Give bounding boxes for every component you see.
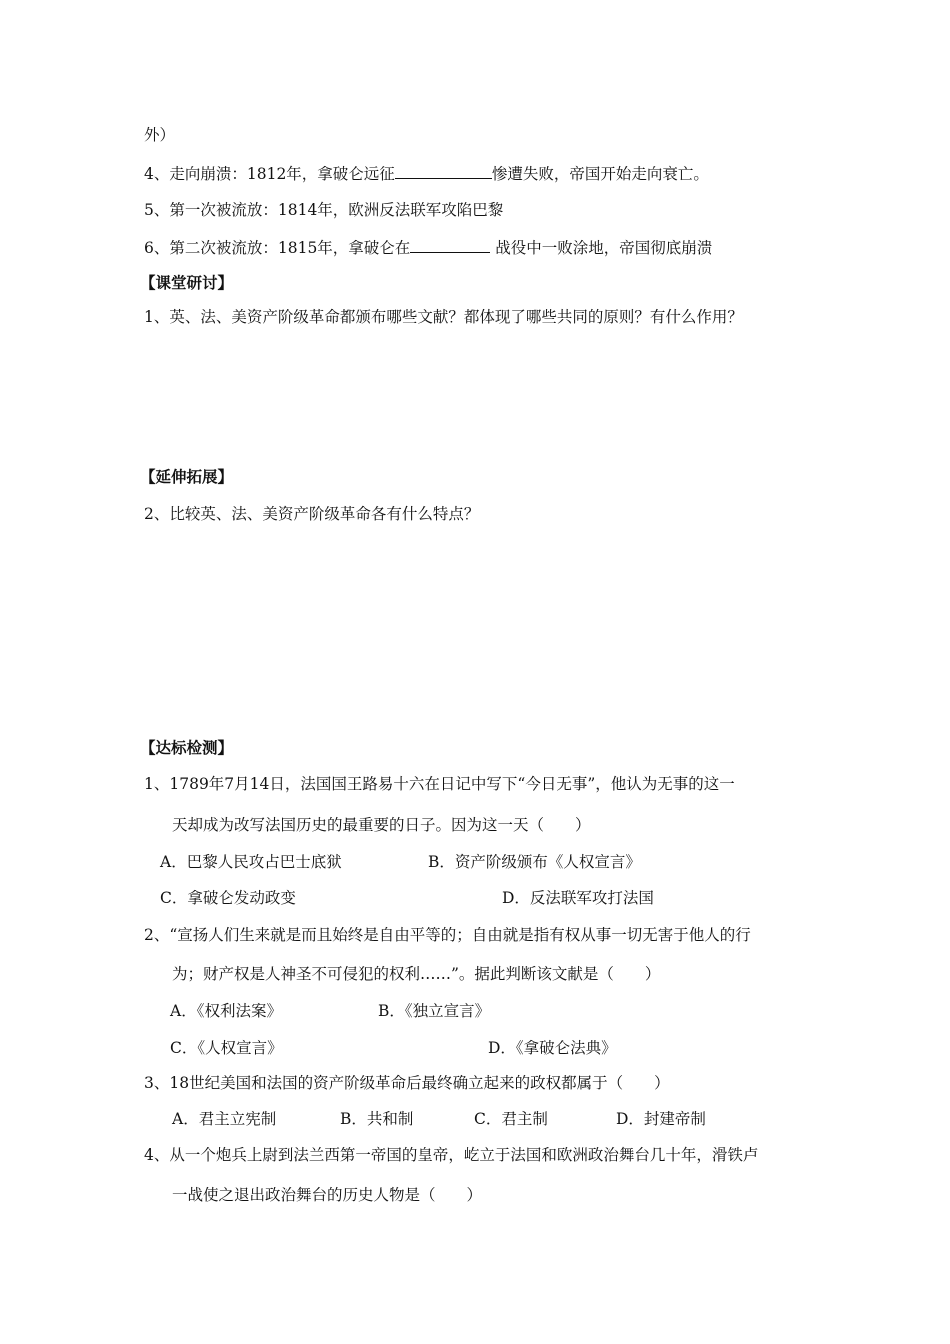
item-6 (144, 236, 712, 258)
test-q3-option-c[interactable]: C．君主制 (474, 1110, 548, 1128)
test-q1-option-a[interactable]: A．巴黎人民攻占巴士底狱 (160, 853, 342, 871)
test-q1-option-c[interactable]: C．拿破仑发动政变 (160, 889, 296, 907)
item-6-suffix: 战役中一败涂地，帝国彻底崩溃 (490, 239, 713, 257)
test-q2-option-d[interactable]: D．《拿破仑法典》 (488, 1039, 617, 1057)
test-q4-line1: 4、从一个炮兵上尉到法兰西第一帝国的皇帝，屹立于法国和欧洲政治舞台几十年，滑铁卢 (144, 1146, 759, 1164)
discussion-question-1: 1、英、法、美资产阶级革命都颁布哪些文献？都体现了哪些共同的原则？有什么作用？ (144, 308, 743, 326)
continued-text: 外） (144, 126, 176, 144)
test-q2-line1: 2、“宣扬人们生来就是而且始终是自由平等的；自由就是指有权从事一切无害于他人的行 (144, 926, 751, 944)
section-heading-test: 【达标检测】 (140, 739, 234, 757)
test-q2-line2: 为；财产权是人神圣不可侵犯的权利……”。据此判断该文献是（ ） (172, 965, 661, 983)
test-q1-option-b[interactable]: B．资产阶级颁布《人权宣言》 (428, 853, 641, 871)
test-q2-option-b[interactable]: B．《独立宣言》 (378, 1002, 491, 1020)
section-heading-extension: 【延伸拓展】 (140, 468, 234, 486)
item-4 (144, 162, 709, 184)
test-q3-line1: 3、18世纪美国和法国的资产阶级革命后最终确立起来的政权都属于（ ） (144, 1074, 670, 1092)
test-q2-option-a[interactable]: A．《权利法案》 (170, 1002, 282, 1020)
item-6-prefix: 6、第二次被流放：1815年，拿破仑在 (144, 239, 411, 257)
item-4-suffix: 惨遭失败，帝国开始走向衰亡。 (491, 165, 709, 183)
section-heading-discussion: 【课堂研讨】 (140, 274, 234, 292)
test-q1-line1: 1、1789年7月14日，法国国王路易十六在日记中写下“今日无事”，他认为无事的这一 (144, 775, 735, 793)
item-4-prefix: 4、走向崩溃：1812年，拿破仑远征 (144, 165, 395, 183)
test-q3-option-b[interactable]: B．共和制 (340, 1110, 414, 1128)
test-q3-option-d[interactable]: D．封建帝制 (616, 1110, 706, 1128)
fill-blank-battle[interactable] (410, 236, 490, 253)
test-q2-option-c[interactable]: C．《人权宣言》 (170, 1039, 283, 1057)
fill-blank-campaign[interactable] (395, 162, 492, 179)
test-q1-line2: 天却成为改写法国历史的最重要的日子。因为这一天（ ） (172, 816, 591, 834)
test-q1-option-d[interactable]: D．反法联军攻打法国 (502, 889, 654, 907)
extension-question-2: 2、比较英、法、美资产阶级革命各有什么特点？ (144, 505, 480, 523)
test-q3-option-a[interactable]: A．君主立宪制 (172, 1110, 277, 1128)
test-q4-line2: 一战使之退出政治舞台的历史人物是（ ） (172, 1186, 483, 1204)
item-5: 5、第一次被流放：1814年，欧洲反法联军攻陷巴黎 (144, 201, 504, 219)
